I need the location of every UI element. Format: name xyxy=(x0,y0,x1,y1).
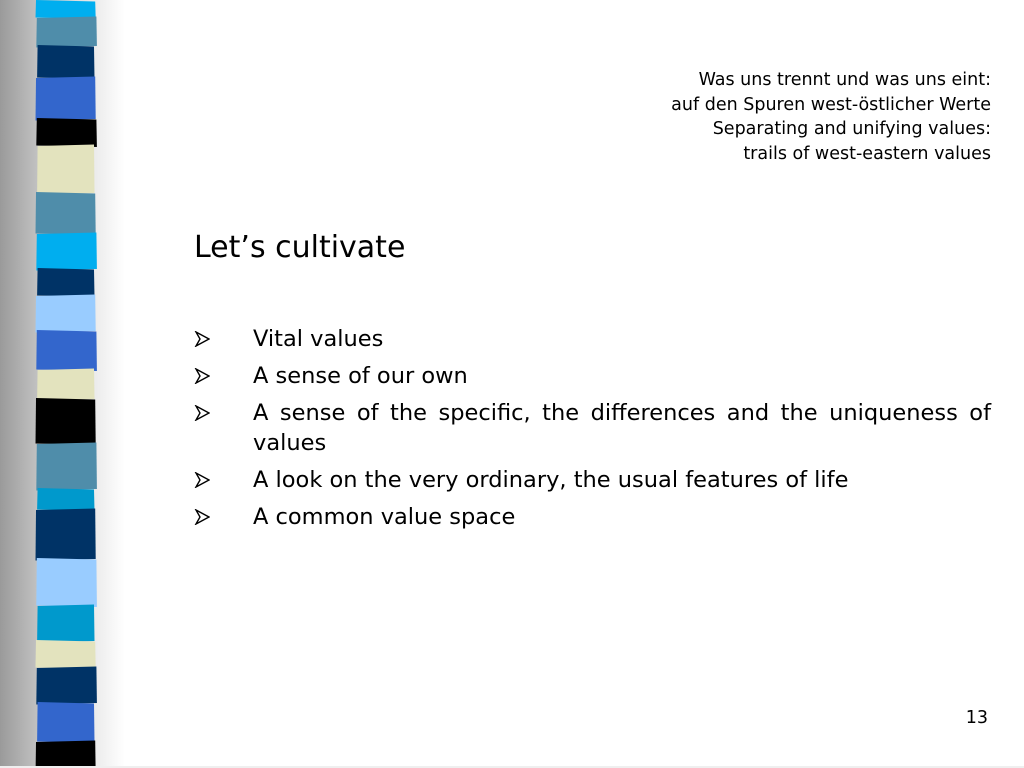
stripe-block xyxy=(37,145,94,195)
header-line: Separating and unifying values: xyxy=(712,119,991,139)
stripe-block xyxy=(36,295,96,333)
stripe-block xyxy=(36,233,97,271)
stripe-block xyxy=(36,398,96,445)
arrowhead-icon xyxy=(194,472,210,488)
header-line: Was uns trennt und was uns eint: xyxy=(698,70,991,90)
stripe-block xyxy=(36,640,96,669)
stripe-block xyxy=(36,443,97,491)
slide-title: Let’s cultivate xyxy=(194,230,406,265)
page-number: 13 xyxy=(965,708,988,728)
stripe-block xyxy=(37,702,94,743)
stripe-block xyxy=(36,330,97,371)
stripe-block xyxy=(37,268,94,297)
bullet-item xyxy=(194,465,991,495)
stripe-block xyxy=(37,45,94,79)
stripe-block xyxy=(36,118,97,147)
bullet-text: A common value space xyxy=(253,504,516,530)
stripe-block xyxy=(37,605,94,643)
decorative-stripe-column xyxy=(0,0,125,768)
stripe-block xyxy=(36,192,96,235)
stripe-block xyxy=(37,369,94,401)
bullet-item xyxy=(194,502,991,532)
arrowhead-icon xyxy=(194,405,210,421)
bullet-text: A sense of the specific, the differences and the uniqueness of values xyxy=(253,400,991,456)
stripe-block xyxy=(36,509,96,561)
arrowhead-icon xyxy=(194,509,210,525)
stripe-block xyxy=(37,488,94,511)
header-line: trails of west-eastern values xyxy=(743,143,991,164)
arrowhead-icon xyxy=(194,331,210,347)
bullet-text: A sense of our own xyxy=(253,363,468,389)
bullet-text: Vital values xyxy=(253,326,384,352)
bullet-item xyxy=(194,398,991,458)
stripe-block xyxy=(36,667,97,705)
stripe-block xyxy=(36,0,96,19)
header-line: auf den Spuren west-östlicher Werte xyxy=(671,94,991,115)
stripe-block xyxy=(36,77,96,121)
bullet-text: A look on the very ordinary, the usual features of life xyxy=(253,467,849,493)
stripe-block xyxy=(36,558,97,607)
bullet-list xyxy=(194,324,991,539)
bullet-item xyxy=(194,361,991,391)
stripe-block xyxy=(36,17,97,48)
arrowhead-icon xyxy=(194,368,210,384)
bullet-item xyxy=(194,324,991,354)
slide-header xyxy=(671,68,991,166)
stripe-block xyxy=(36,741,96,768)
